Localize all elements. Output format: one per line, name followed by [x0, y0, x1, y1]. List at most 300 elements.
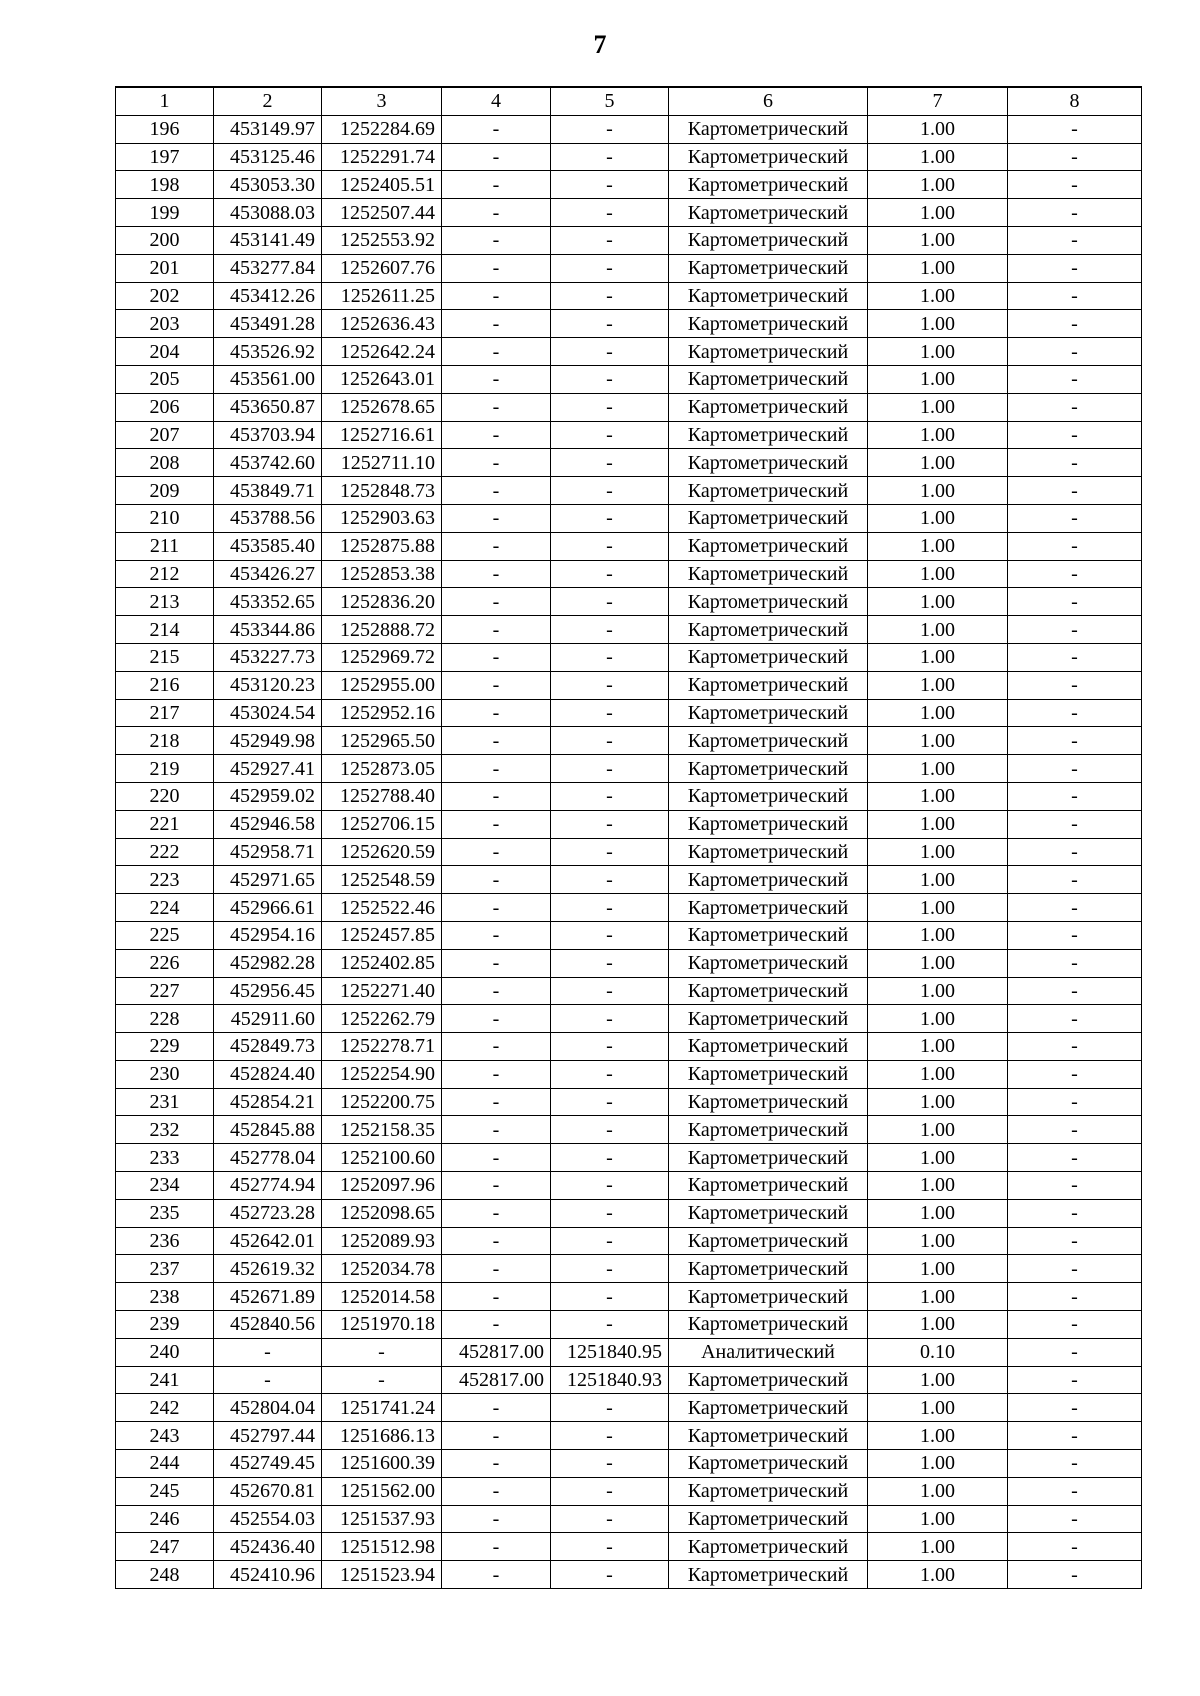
cell-method: Картометрический: [669, 671, 868, 699]
cell-x-coord-alt: -: [442, 1477, 551, 1505]
cell-note: -: [1008, 1172, 1142, 1200]
cell-accuracy: 1.00: [868, 1255, 1008, 1283]
cell-y-coord-alt: -: [551, 1255, 669, 1283]
cell-accuracy: 1.00: [868, 1005, 1008, 1033]
cell-accuracy: 1.00: [868, 1311, 1008, 1339]
cell-point-number: 239: [116, 1311, 214, 1339]
cell-x-coord: 453561.00: [214, 365, 322, 393]
cell-accuracy: 1.00: [868, 365, 1008, 393]
table-row: [116, 171, 1142, 199]
cell-x-coord: 452949.98: [214, 727, 322, 755]
cell-note: -: [1008, 838, 1142, 866]
cell-y-coord-alt: -: [551, 338, 669, 366]
cell-point-number: 231: [116, 1088, 214, 1116]
cell-y-coord-alt: -: [551, 671, 669, 699]
cell-method: Аналитический: [669, 1338, 868, 1366]
cell-x-coord-alt: -: [442, 1311, 551, 1339]
cell-x-coord: 452954.16: [214, 921, 322, 949]
cell-method: Картометрический: [669, 560, 868, 588]
cell-point-number: 222: [116, 838, 214, 866]
cell-x-coord: 452958.71: [214, 838, 322, 866]
coordinates-table: [115, 86, 1142, 1589]
cell-note: -: [1008, 393, 1142, 421]
cell-note: -: [1008, 1505, 1142, 1533]
cell-accuracy: 1.00: [868, 421, 1008, 449]
cell-method: Картометрический: [669, 338, 868, 366]
cell-point-number: 240: [116, 1338, 214, 1366]
cell-method: Картометрический: [669, 755, 868, 783]
cell-accuracy: 1.00: [868, 477, 1008, 505]
cell-x-coord: 453742.60: [214, 449, 322, 477]
table-row: [116, 1366, 1142, 1394]
cell-accuracy: 1.00: [868, 1227, 1008, 1255]
cell-point-number: 215: [116, 643, 214, 671]
table-row: [116, 643, 1142, 671]
cell-x-coord-alt: -: [442, 1283, 551, 1311]
cell-note: -: [1008, 282, 1142, 310]
cell-y-coord-alt: -: [551, 1116, 669, 1144]
cell-x-coord-alt: -: [442, 699, 551, 727]
cell-note: -: [1008, 1366, 1142, 1394]
cell-x-coord: 452971.65: [214, 866, 322, 894]
table-row: [116, 1227, 1142, 1255]
cell-method: Картометрический: [669, 866, 868, 894]
cell-point-number: 226: [116, 949, 214, 977]
cell-accuracy: 1.00: [868, 560, 1008, 588]
cell-y-coord: 1252969.72: [322, 643, 442, 671]
cell-method: Картометрический: [669, 643, 868, 671]
cell-y-coord-alt: -: [551, 365, 669, 393]
cell-note: -: [1008, 1283, 1142, 1311]
cell-y-coord: 1251686.13: [322, 1422, 442, 1450]
cell-x-coord: 452671.89: [214, 1283, 322, 1311]
cell-y-coord: 1252853.38: [322, 560, 442, 588]
cell-y-coord-alt: -: [551, 1033, 669, 1061]
cell-point-number: 224: [116, 894, 214, 922]
cell-y-coord-alt: -: [551, 1477, 669, 1505]
cell-point-number: 204: [116, 338, 214, 366]
cell-x-coord: 453788.56: [214, 504, 322, 532]
cell-point-number: 247: [116, 1533, 214, 1561]
table-row: [116, 782, 1142, 810]
table-row: [116, 1255, 1142, 1283]
table-row: [116, 1033, 1142, 1061]
cell-note: -: [1008, 171, 1142, 199]
cell-method: Картометрический: [669, 727, 868, 755]
cell-x-coord-alt: -: [442, 1505, 551, 1533]
cell-x-coord: 452619.32: [214, 1255, 322, 1283]
cell-method: Картометрический: [669, 1283, 868, 1311]
cell-x-coord: 453088.03: [214, 199, 322, 227]
cell-y-coord: 1251741.24: [322, 1394, 442, 1422]
cell-x-coord: 453125.46: [214, 143, 322, 171]
cell-method: Картометрический: [669, 282, 868, 310]
cell-note: -: [1008, 1311, 1142, 1339]
cell-note: -: [1008, 115, 1142, 143]
cell-method: Картометрический: [669, 1533, 868, 1561]
cell-x-coord-alt: -: [442, 866, 551, 894]
column-header-7: 7: [868, 87, 1008, 115]
table-row: [116, 254, 1142, 282]
cell-accuracy: 1.00: [868, 977, 1008, 1005]
cell-point-number: 218: [116, 727, 214, 755]
cell-y-coord-alt: -: [551, 699, 669, 727]
cell-x-coord-alt: -: [442, 1116, 551, 1144]
cell-y-coord: -: [322, 1366, 442, 1394]
table-row: [116, 671, 1142, 699]
cell-point-number: 245: [116, 1477, 214, 1505]
cell-note: -: [1008, 782, 1142, 810]
cell-note: -: [1008, 338, 1142, 366]
cell-x-coord-alt: -: [442, 921, 551, 949]
cell-x-coord: 452774.94: [214, 1172, 322, 1200]
cell-x-coord: 452749.45: [214, 1450, 322, 1478]
cell-method: Картометрический: [669, 588, 868, 616]
cell-accuracy: 1.00: [868, 1533, 1008, 1561]
cell-y-coord-alt: -: [551, 115, 669, 143]
cell-method: Картометрический: [669, 421, 868, 449]
cell-y-coord: 1251600.39: [322, 1450, 442, 1478]
cell-y-coord-alt: -: [551, 1060, 669, 1088]
cell-accuracy: 1.00: [868, 1561, 1008, 1589]
cell-method: Картометрический: [669, 199, 868, 227]
cell-accuracy: 1.00: [868, 643, 1008, 671]
table-row: [116, 977, 1142, 1005]
cell-y-coord-alt: -: [551, 894, 669, 922]
cell-method: Картометрический: [669, 1116, 868, 1144]
cell-y-coord-alt: 1251840.93: [551, 1366, 669, 1394]
cell-point-number: 233: [116, 1144, 214, 1172]
cell-y-coord: 1252158.35: [322, 1116, 442, 1144]
cell-y-coord-alt: -: [551, 282, 669, 310]
cell-note: -: [1008, 1005, 1142, 1033]
cell-method: Картометрический: [669, 143, 868, 171]
cell-accuracy: 1.00: [868, 254, 1008, 282]
cell-y-coord: 1252291.74: [322, 143, 442, 171]
cell-y-coord: 1251970.18: [322, 1311, 442, 1339]
cell-x-coord: 452410.96: [214, 1561, 322, 1589]
cell-y-coord-alt: -: [551, 504, 669, 532]
cell-x-coord: 452966.61: [214, 894, 322, 922]
cell-y-coord-alt: -: [551, 171, 669, 199]
cell-method: Картометрический: [669, 1172, 868, 1200]
cell-point-number: 227: [116, 977, 214, 1005]
table-row: [116, 1422, 1142, 1450]
cell-point-number: 206: [116, 393, 214, 421]
cell-accuracy: 1.00: [868, 199, 1008, 227]
cell-y-coord-alt: -: [551, 393, 669, 421]
table-row: [116, 115, 1142, 143]
table-row: [116, 921, 1142, 949]
cell-point-number: 197: [116, 143, 214, 171]
cell-method: Картометрический: [669, 477, 868, 505]
cell-x-coord-alt: -: [442, 727, 551, 755]
cell-accuracy: 1.00: [868, 727, 1008, 755]
cell-y-coord: 1251523.94: [322, 1561, 442, 1589]
cell-note: -: [1008, 1561, 1142, 1589]
cell-note: -: [1008, 1088, 1142, 1116]
cell-accuracy: 1.00: [868, 1366, 1008, 1394]
cell-x-coord-alt: -: [442, 1005, 551, 1033]
cell-point-number: 200: [116, 226, 214, 254]
cell-accuracy: 1.00: [868, 1422, 1008, 1450]
table-row: [116, 1450, 1142, 1478]
cell-point-number: 198: [116, 171, 214, 199]
cell-y-coord: 1252097.96: [322, 1172, 442, 1200]
cell-point-number: 209: [116, 477, 214, 505]
cell-method: Картометрический: [669, 921, 868, 949]
cell-x-coord: 453024.54: [214, 699, 322, 727]
cell-x-coord-alt: -: [442, 254, 551, 282]
cell-accuracy: 1.00: [868, 282, 1008, 310]
cell-y-coord: 1252620.59: [322, 838, 442, 866]
table-row: [116, 1060, 1142, 1088]
cell-x-coord: 453277.84: [214, 254, 322, 282]
cell-note: -: [1008, 477, 1142, 505]
cell-y-coord-alt: -: [551, 449, 669, 477]
cell-y-coord: 1251512.98: [322, 1533, 442, 1561]
cell-method: Картометрический: [669, 1450, 868, 1478]
cell-y-coord: 1252254.90: [322, 1060, 442, 1088]
cell-x-coord: 453491.28: [214, 310, 322, 338]
cell-method: Картометрический: [669, 949, 868, 977]
table-row: [116, 1144, 1142, 1172]
cell-method: Картометрический: [669, 310, 868, 338]
column-header-3: 3: [322, 87, 442, 115]
cell-y-coord: 1252548.59: [322, 866, 442, 894]
cell-y-coord-alt: -: [551, 838, 669, 866]
cell-point-number: 223: [116, 866, 214, 894]
cell-point-number: 244: [116, 1450, 214, 1478]
cell-x-coord: -: [214, 1366, 322, 1394]
cell-y-coord: 1252262.79: [322, 1005, 442, 1033]
cell-point-number: 225: [116, 921, 214, 949]
cell-note: -: [1008, 921, 1142, 949]
cell-accuracy: 1.00: [868, 393, 1008, 421]
cell-y-coord-alt: -: [551, 1311, 669, 1339]
cell-accuracy: 1.00: [868, 616, 1008, 644]
table-row: [116, 1172, 1142, 1200]
table-row: [116, 421, 1142, 449]
cell-x-coord: 453426.27: [214, 560, 322, 588]
cell-method: Картометрический: [669, 393, 868, 421]
table-row: [116, 866, 1142, 894]
table-header-row: [116, 87, 1142, 115]
cell-y-coord: 1252271.40: [322, 977, 442, 1005]
table-row: [116, 1533, 1142, 1561]
table-row: [116, 755, 1142, 783]
table-row: [116, 560, 1142, 588]
cell-y-coord-alt: -: [551, 1144, 669, 1172]
cell-y-coord-alt: -: [551, 782, 669, 810]
cell-point-number: 214: [116, 616, 214, 644]
cell-y-coord: 1252553.92: [322, 226, 442, 254]
cell-accuracy: 1.00: [868, 449, 1008, 477]
cell-accuracy: 1.00: [868, 949, 1008, 977]
cell-x-coord: 452840.56: [214, 1311, 322, 1339]
cell-accuracy: 1.00: [868, 1060, 1008, 1088]
cell-accuracy: 1.00: [868, 143, 1008, 171]
cell-point-number: 248: [116, 1561, 214, 1589]
table-row: [116, 616, 1142, 644]
cell-y-coord-alt: -: [551, 1505, 669, 1533]
table-row: [116, 226, 1142, 254]
cell-y-coord-alt: -: [551, 1199, 669, 1227]
cell-x-coord-alt: -: [442, 1533, 551, 1561]
cell-point-number: 219: [116, 755, 214, 783]
cell-y-coord-alt: -: [551, 755, 669, 783]
cell-y-coord: 1252711.10: [322, 449, 442, 477]
cell-point-number: 205: [116, 365, 214, 393]
cell-x-coord: 452946.58: [214, 810, 322, 838]
cell-y-coord: 1252014.58: [322, 1283, 442, 1311]
cell-y-coord-alt: -: [551, 254, 669, 282]
cell-y-coord: 1252284.69: [322, 115, 442, 143]
cell-accuracy: 1.00: [868, 171, 1008, 199]
cell-x-coord-alt: -: [442, 838, 551, 866]
cell-x-coord-alt: -: [442, 560, 551, 588]
cell-method: Картометрический: [669, 115, 868, 143]
cell-accuracy: 1.00: [868, 894, 1008, 922]
cell-y-coord: 1252636.43: [322, 310, 442, 338]
cell-accuracy: 1.00: [868, 810, 1008, 838]
cell-note: -: [1008, 643, 1142, 671]
cell-note: -: [1008, 727, 1142, 755]
cell-note: -: [1008, 1533, 1142, 1561]
cell-x-coord-alt: -: [442, 755, 551, 783]
cell-method: Картометрический: [669, 365, 868, 393]
cell-note: -: [1008, 1227, 1142, 1255]
cell-x-coord: 452845.88: [214, 1116, 322, 1144]
cell-y-coord-alt: -: [551, 727, 669, 755]
cell-method: Картометрический: [669, 1227, 868, 1255]
cell-method: Картометрический: [669, 616, 868, 644]
cell-note: -: [1008, 254, 1142, 282]
cell-accuracy: 1.00: [868, 921, 1008, 949]
column-header-1: 1: [116, 87, 214, 115]
cell-accuracy: 1.00: [868, 1477, 1008, 1505]
cell-point-number: 237: [116, 1255, 214, 1283]
cell-note: -: [1008, 226, 1142, 254]
table-row: [116, 532, 1142, 560]
page-number: 7: [593, 30, 607, 59]
cell-accuracy: 0.10: [868, 1338, 1008, 1366]
cell-x-coord-alt: -: [442, 1033, 551, 1061]
cell-point-number: 234: [116, 1172, 214, 1200]
cell-x-coord-alt: -: [442, 588, 551, 616]
cell-note: -: [1008, 671, 1142, 699]
cell-method: Картометрический: [669, 1005, 868, 1033]
cell-x-coord: 452849.73: [214, 1033, 322, 1061]
cell-x-coord-alt: 452817.00: [442, 1338, 551, 1366]
cell-point-number: 241: [116, 1366, 214, 1394]
cell-y-coord-alt: -: [551, 616, 669, 644]
column-header-4: 4: [442, 87, 551, 115]
cell-y-coord-alt: -: [551, 532, 669, 560]
cell-x-coord-alt: -: [442, 1561, 551, 1589]
cell-y-coord-alt: -: [551, 1227, 669, 1255]
cell-y-coord: 1252405.51: [322, 171, 442, 199]
cell-accuracy: 1.00: [868, 588, 1008, 616]
cell-y-coord-alt: -: [551, 810, 669, 838]
cell-x-coord: 453344.86: [214, 616, 322, 644]
cell-note: -: [1008, 1255, 1142, 1283]
cell-y-coord-alt: -: [551, 921, 669, 949]
cell-method: Картометрический: [669, 1199, 868, 1227]
table-row: [116, 1394, 1142, 1422]
cell-x-coord: 453352.65: [214, 588, 322, 616]
table-row: [116, 199, 1142, 227]
cell-y-coord-alt: -: [551, 643, 669, 671]
cell-method: Картометрический: [669, 1422, 868, 1450]
cell-y-coord: 1252402.85: [322, 949, 442, 977]
cell-method: Картометрический: [669, 254, 868, 282]
cell-x-coord-alt: -: [442, 1422, 551, 1450]
cell-x-coord-alt: -: [442, 1255, 551, 1283]
cell-x-coord: 452554.03: [214, 1505, 322, 1533]
cell-method: Картометрический: [669, 838, 868, 866]
cell-point-number: 201: [116, 254, 214, 282]
cell-note: -: [1008, 421, 1142, 449]
cell-y-coord: 1252098.65: [322, 1199, 442, 1227]
cell-x-coord: 453526.92: [214, 338, 322, 366]
cell-note: -: [1008, 365, 1142, 393]
cell-x-coord: 453227.73: [214, 643, 322, 671]
cell-point-number: 208: [116, 449, 214, 477]
cell-x-coord-alt: -: [442, 1450, 551, 1478]
cell-x-coord: 453053.30: [214, 171, 322, 199]
cell-y-coord: 1251562.00: [322, 1477, 442, 1505]
cell-x-coord-alt: -: [442, 977, 551, 1005]
cell-accuracy: 1.00: [868, 1394, 1008, 1422]
cell-point-number: 221: [116, 810, 214, 838]
cell-point-number: 243: [116, 1422, 214, 1450]
cell-accuracy: 1.00: [868, 1088, 1008, 1116]
cell-x-coord-alt: 452817.00: [442, 1366, 551, 1394]
cell-x-coord-alt: -: [442, 171, 551, 199]
cell-x-coord-alt: -: [442, 226, 551, 254]
cell-y-coord: 1252642.24: [322, 338, 442, 366]
cell-accuracy: 1.00: [868, 1172, 1008, 1200]
cell-method: Картометрический: [669, 1366, 868, 1394]
cell-x-coord: 453585.40: [214, 532, 322, 560]
cell-y-coord-alt: -: [551, 1394, 669, 1422]
cell-y-coord-alt: 1251840.95: [551, 1338, 669, 1366]
cell-point-number: 211: [116, 532, 214, 560]
table-row: [116, 1005, 1142, 1033]
table-row: [116, 1116, 1142, 1144]
cell-y-coord: 1252034.78: [322, 1255, 442, 1283]
cell-method: Картометрический: [669, 1311, 868, 1339]
cell-x-coord: 452854.21: [214, 1088, 322, 1116]
cell-note: -: [1008, 1338, 1142, 1366]
cell-method: Картометрический: [669, 1394, 868, 1422]
cell-point-number: 202: [116, 282, 214, 310]
cell-y-coord: 1252089.93: [322, 1227, 442, 1255]
cell-y-coord: 1252706.15: [322, 810, 442, 838]
cell-x-coord: 452723.28: [214, 1199, 322, 1227]
cell-accuracy: 1.00: [868, 699, 1008, 727]
cell-method: Картометрический: [669, 1033, 868, 1061]
cell-x-coord: 452804.04: [214, 1394, 322, 1422]
cell-point-number: 220: [116, 782, 214, 810]
cell-y-coord: 1252875.88: [322, 532, 442, 560]
cell-point-number: 196: [116, 115, 214, 143]
cell-note: -: [1008, 143, 1142, 171]
cell-point-number: 238: [116, 1283, 214, 1311]
table-row: [116, 727, 1142, 755]
cell-note: -: [1008, 949, 1142, 977]
